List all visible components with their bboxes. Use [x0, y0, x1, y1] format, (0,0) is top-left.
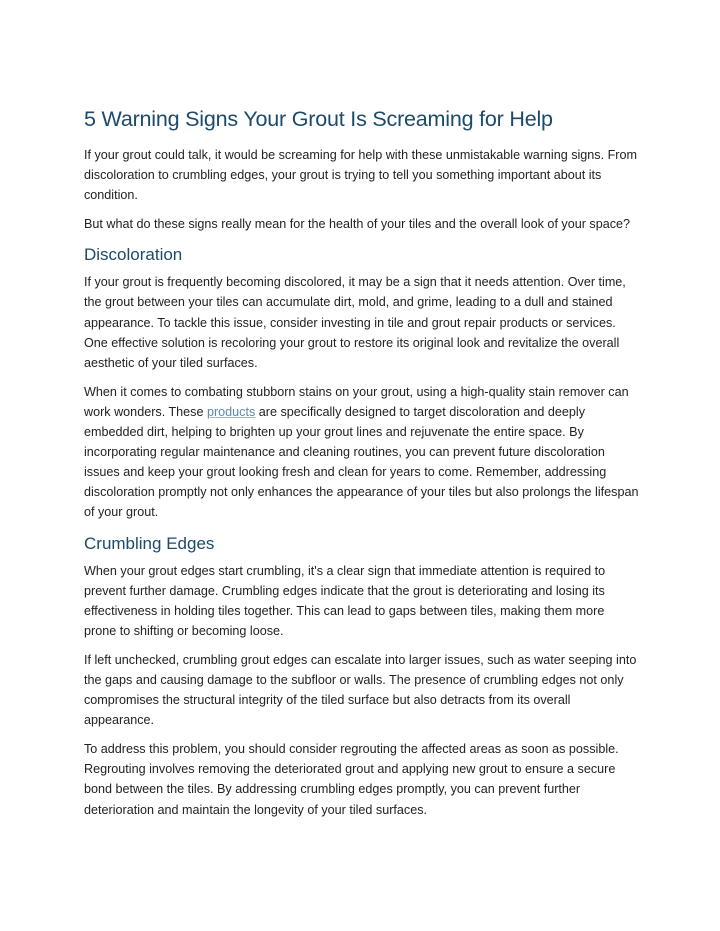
crumbling-paragraph-1: When your grout edges start crumbling, it's a clear sign that immediate attention is required to prevent further damage. Crumbling edges indicate that the grout is deteriorating and losing its effectiveness in holding tiles together. This can lead to gaps between tiles, making them more prone to shifting or becoming loose.: [84, 563, 606, 638]
discoloration-paragraph-1: If your grout is frequently becoming discolored, it may be a sign that it needs attention. Over time, the grout between your tiles can accumulate dirt, mold, and grime, leading to a dull and stained appearance. To tackle this issue, consider investing in tile and grout repair products or services. One effective solution is recoloring your grout to restore its original look and revitalize the overall aesthetic of your tiled surfaces.: [84, 275, 626, 370]
page-title: 5 Warning Signs Your Grout Is Screaming for Help: [84, 107, 553, 131]
intro-paragraph-1: If your grout could talk, it would be screaming for help with these unmistakable warning signs. From discoloration to crumbling edges, your grout is trying to tell you something important about its condition.: [84, 148, 637, 203]
discoloration-paragraph-2: [84, 382, 640, 523]
crumbling-paragraph-2: If left unchecked, crumbling grout edges can escalate into larger issues, such as water seeping into the gaps and causing damage to the subfloor or walls. The presence of crumbling edges not only compromises the structural integrity of the tiled surface but also detracts from its overall appearance.: [84, 652, 637, 728]
discoloration-paragraph-2-end: are specifically designed to target discoloration and deeply embedded dirt, helping to brighten up your grout lines and rejuvenate the entire space. By incorporating regular maintenance and cleaning routines, you can prevent future discoloration issues and keep your grout looking fresh and clean for years to come. Remember, addressing discoloration promptly not only enhances the appearance of your tiles but also prolongs the lifespan of your grout.: [84, 404, 639, 520]
products-link[interactable]: products: [206, 404, 256, 419]
document-page: [84, 104, 640, 829]
intro-paragraph-2: But what do these signs really mean for the health of your tiles and the overall look of your space?: [84, 217, 631, 232]
discoloration-paragraph-2-start: When it comes to combating stubborn stains on your grout, using a high-quality stain remover can work wonders. These: [84, 384, 629, 419]
section-heading-crumbling-edges: Crumbling Edges: [84, 533, 215, 553]
crumbling-paragraph-3: To address this problem, you should consider regrouting the affected areas as soon as possible. Regrouting involves removing the deteriorated grout and applying new grout to ensure a secure bond between the tiles. By addressing crumbling edges promptly, you can prevent further deterioration and maintain the longevity of your tiled surfaces.: [84, 742, 619, 817]
section-heading-discoloration: Discoloration: [84, 245, 183, 265]
